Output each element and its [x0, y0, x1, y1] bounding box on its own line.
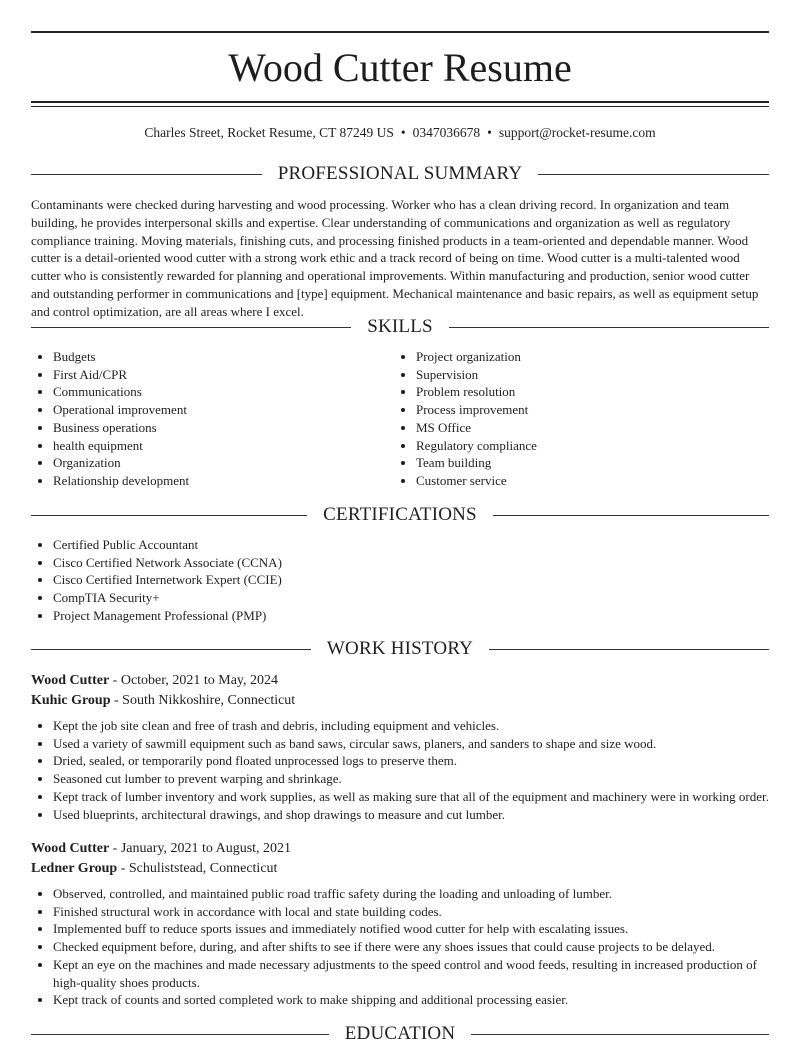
job-location: - South Nikkoshire, Connecticut	[110, 693, 296, 708]
contact-line	[31, 124, 769, 142]
contact-separator: •	[487, 125, 492, 140]
title-rule-thick	[31, 101, 769, 103]
job-bullet: • Dried, sealed, or temporarily pond floated unprocessed logs to preserve them.	[53, 752, 791, 770]
job-title: Wood Cutter	[31, 673, 110, 688]
section-title-education: EDUCATION	[329, 1023, 472, 1044]
job-title: Wood Cutter	[31, 841, 110, 856]
certification-item: • CompTIA Security+	[53, 589, 753, 607]
skill-item: • Budgets	[53, 348, 393, 366]
certification-item: • Project Management Professional (PMP)	[53, 607, 753, 625]
skill-item: • Problem resolution	[416, 383, 756, 401]
job-bullet: • Kept an eye on the machines and made necessary adjustments to the speed control and wood feeds, resulting in increased production of high-quality shoes products.	[53, 956, 769, 991]
job-dates: - January, 2021 to August, 2021	[109, 841, 292, 856]
job-bullet: • Kept the job site clean and free of trash and debris, including equipment and vehicles.	[53, 717, 791, 735]
job-title-line	[31, 839, 291, 858]
skill-item: • Project organization	[416, 348, 756, 366]
section-heading-skills	[31, 315, 769, 339]
certification-item: • Certified Public Accountant	[53, 536, 753, 554]
certification-item: • Cisco Certified Network Associate (CCNA)	[53, 554, 753, 572]
job-company: Ledner Group	[31, 861, 118, 876]
job-bullet: • Implemented buff to reduce sports issues and immediately notified wood cutter for help with escalating issues.	[53, 920, 769, 938]
contact-address: Charles Street, Rocket Resume, CT 87249 US	[144, 125, 394, 140]
skill-item: • Team building	[416, 454, 756, 472]
job-bullet: • Kept track of counts and sorted completed work to make shipping and additional processing easier.	[53, 991, 769, 1009]
title-rule-thin	[31, 106, 769, 107]
skill-item: • Supervision	[416, 366, 756, 384]
resume-title: Wood Cutter Resume	[228, 45, 572, 90]
skill-item: • health equipment	[53, 437, 393, 455]
section-heading-work	[31, 637, 769, 661]
skill-item: • Communications	[53, 383, 393, 401]
job-company-line	[31, 859, 277, 878]
job-company-line	[31, 691, 295, 710]
skills-list-right	[394, 348, 756, 490]
job-bullets	[31, 717, 791, 823]
job-bullet: • Finished structural work in accordance with local and state building codes.	[53, 903, 769, 921]
section-heading-summary	[31, 162, 769, 186]
section-title-summary: PROFESSIONAL SUMMARY	[262, 163, 539, 184]
job-company: Kuhic Group	[31, 693, 111, 708]
section-title-work: WORK HISTORY	[311, 638, 489, 659]
job-dates: - October, 2021 to May, 2024	[109, 673, 279, 688]
contact-phone: 0347036678	[412, 125, 481, 140]
job-bullet: • Observed, controlled, and maintained public road traffic safety during the loading and unloading of lumber.	[53, 885, 769, 903]
skill-item: • Operational improvement	[53, 401, 393, 419]
certification-item: • Cisco Certified Internetwork Expert (CCIE)	[53, 571, 753, 589]
section-heading-certifications	[31, 503, 769, 527]
skill-item: • Customer service	[416, 472, 756, 490]
skill-item: • Regulatory compliance	[416, 437, 756, 455]
skill-item: • MS Office	[416, 419, 756, 437]
job-bullet: • Used blueprints, architectural drawings, and shop drawings to measure and cut lumber.	[53, 806, 791, 824]
skill-item: • Relationship development	[53, 472, 393, 490]
job-bullet: • Kept track of lumber inventory and work supplies, as well as making sure that all of the equipment and machinery were in working order.	[53, 788, 791, 806]
certifications-list	[31, 536, 753, 625]
skills-list-left	[31, 348, 393, 490]
section-title-certifications: CERTIFICATIONS	[307, 504, 493, 525]
skill-item: • Business operations	[53, 419, 393, 437]
job-location: - Schuliststead, Connecticut	[117, 861, 278, 876]
job-bullet: • Used a variety of sawmill equipment such as band saws, circular saws, planers, and sanders to shape and size wood.	[53, 735, 791, 753]
job-bullet: • Seasoned cut lumber to prevent warping and shrinkage.	[53, 770, 791, 788]
contact-email: support@rocket-resume.com	[498, 125, 656, 140]
section-heading-education	[31, 1022, 769, 1046]
skill-item: • Process improvement	[416, 401, 756, 419]
section-title-skills: SKILLS	[351, 316, 449, 337]
top-rule	[31, 31, 769, 33]
job-title-line	[31, 671, 278, 690]
summary-paragraph: Contaminants were checked during harvesting and wood processing. Worker who has a clean driving record. In organization and team building, he provides interpersonal skills and expertise. Clear understanding of communications and organization as well as regulatory compliance training. Moving materials, finishing cuts, and processing finished products in a team-oriented and dependable manner. Wood cutter is a detail-oriented wood cutter with a strong work ethic and a track record of being on time. Wood cutter is a multi-talented wood cutter who is consistently rewarded for planning and operational improvements. Within manufacturing and production, senior wood cutter and outstanding performer in communications and [type] equipment. Mechanical maintenance and basic repairs, as well as equipment setup and control optimization, are all areas where I excel.	[31, 197, 759, 319]
skill-item: • Organization	[53, 454, 393, 472]
skill-item: • First Aid/CPR	[53, 366, 393, 384]
job-bullets	[31, 885, 769, 1009]
job-bullet: • Checked equipment before, during, and after shifts to see if there were any shoes issues that could cause projects to be delayed.	[53, 938, 769, 956]
contact-separator: •	[400, 125, 406, 140]
